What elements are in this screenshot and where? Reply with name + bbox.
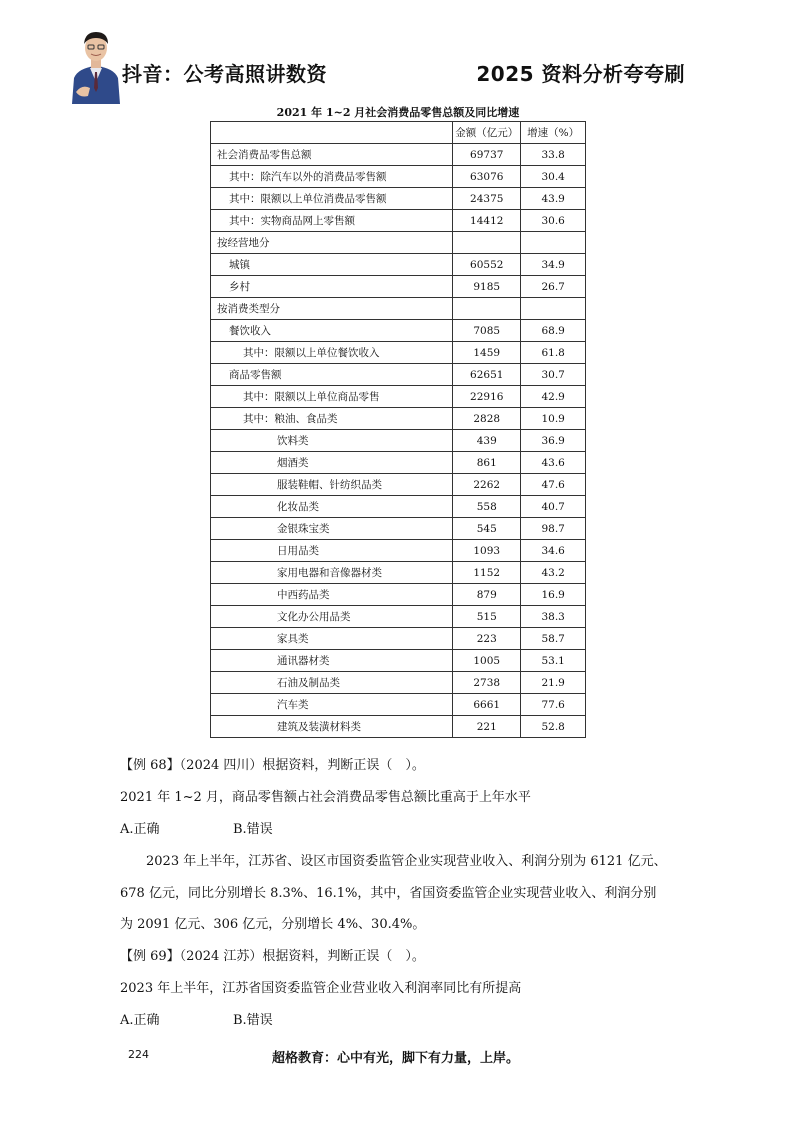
passage-line-3: 为 2091 亿元、306 亿元，分别增长 4%、30.4%。 (120, 917, 426, 932)
table-row (211, 518, 586, 540)
table-row (211, 496, 586, 518)
row-label: 文化办公用品类 (211, 606, 453, 628)
row-amount: 2262 (453, 474, 521, 496)
row-label: 家用电器和音像器材类 (211, 562, 453, 584)
row-growth: 61.8 (521, 342, 586, 364)
row-growth: 47.6 (521, 474, 586, 496)
row-label: 建筑及装潢材料类 (211, 716, 453, 738)
footer-slogan: 超格教育：心中有光，脚下有力量，上岸。 (272, 1051, 520, 1066)
q69-option-a: A.正确 (120, 1013, 160, 1028)
row-growth: 33.8 (521, 144, 586, 166)
row-growth: 68.9 (521, 320, 586, 342)
table-row (211, 606, 586, 628)
row-label: 社会消费品零售总额 (211, 144, 453, 166)
row-label: 商品零售额 (211, 364, 453, 386)
row-growth: 53.1 (521, 650, 586, 672)
presenter-photo (68, 22, 124, 104)
row-growth: 98.7 (521, 518, 586, 540)
row-label: 按消费类型分 (211, 298, 453, 320)
q68-option-a: A.正确 (120, 822, 160, 837)
row-amount: 558 (453, 496, 521, 518)
row-growth: 52.8 (521, 716, 586, 738)
q68-option-b: B.错误 (233, 822, 273, 837)
table-title: 2021 年 1~2 月社会消费品零售总额及同比增速 (276, 106, 520, 119)
row-label: 金银珠宝类 (211, 518, 453, 540)
row-amount: 515 (453, 606, 521, 628)
row-amount: 7085 (453, 320, 521, 342)
row-growth: 30.6 (521, 210, 586, 232)
row-growth: 21.9 (521, 672, 586, 694)
row-growth: 26.7 (521, 276, 586, 298)
page-header (0, 0, 800, 110)
row-amount: 1459 (453, 342, 521, 364)
table-row (211, 320, 586, 342)
table-row (211, 628, 586, 650)
row-label: 石油及制品类 (211, 672, 453, 694)
q68-statement: 2021 年 1~2 月，商品零售额占社会消费品零售总额比重高于上年水平 (120, 790, 531, 805)
row-amount: 69737 (453, 144, 521, 166)
header-blank-cell (211, 122, 453, 144)
row-label: 按经营地分 (211, 232, 453, 254)
row-label: 汽车类 (211, 694, 453, 716)
table-row (211, 342, 586, 364)
row-growth: 43.6 (521, 452, 586, 474)
row-growth (521, 298, 586, 320)
table-row (211, 276, 586, 298)
passage-line-1: 2023 年上半年，江苏省、设区市国资委监管企业实现营业收入、利润分别为 6121 亿元、 (146, 854, 667, 869)
row-label: 其中：限额以上单位消费品零售额 (211, 188, 453, 210)
row-amount: 861 (453, 452, 521, 474)
row-amount: 221 (453, 716, 521, 738)
row-amount: 439 (453, 430, 521, 452)
passage-line-2: 678 亿元，同比分别增长 8.3%、16.1%，其中，省国资委监管企业实现营业收入、利润分别 (120, 886, 657, 901)
q69-option-b: B.错误 (233, 1013, 273, 1028)
row-label: 乡村 (211, 276, 453, 298)
table-header-row (211, 122, 586, 144)
row-label: 城镇 (211, 254, 453, 276)
row-amount: 6661 (453, 694, 521, 716)
row-amount: 22916 (453, 386, 521, 408)
row-growth: 36.9 (521, 430, 586, 452)
row-amount: 545 (453, 518, 521, 540)
row-label: 中西药品类 (211, 584, 453, 606)
table-row (211, 430, 586, 452)
table-row (211, 166, 586, 188)
row-amount: 2828 (453, 408, 521, 430)
row-growth: 58.7 (521, 628, 586, 650)
page-number: 224 (128, 1048, 149, 1061)
row-label: 其中：限额以上单位餐饮收入 (211, 342, 453, 364)
row-growth: 38.3 (521, 606, 586, 628)
row-amount: 14412 (453, 210, 521, 232)
q69-statement: 2023 年上半年，江苏省国资委监管企业营业收入利润率同比有所提高 (120, 981, 522, 996)
header-book-title: 2025 资料分析夸夸刷 (476, 62, 685, 86)
header-growth: 增速（%） (521, 122, 586, 144)
row-amount: 223 (453, 628, 521, 650)
row-label: 饮料类 (211, 430, 453, 452)
row-growth: 16.9 (521, 584, 586, 606)
table-row (211, 364, 586, 386)
q68-stem: 【例 68】（2024 四川）根据资料，判断正误（ ）。 (120, 758, 425, 773)
row-amount: 2738 (453, 672, 521, 694)
q69-stem: 【例 69】（2024 江苏）根据资料，判断正误（ ）。 (120, 949, 425, 964)
row-label: 服装鞋帽、针纺织品类 (211, 474, 453, 496)
retail-sales-table (210, 121, 586, 738)
table-row (211, 210, 586, 232)
row-label: 其中：实物商品网上零售额 (211, 210, 453, 232)
row-growth: 40.7 (521, 496, 586, 518)
row-label: 餐饮收入 (211, 320, 453, 342)
row-label: 其中：除汽车以外的消费品零售额 (211, 166, 453, 188)
header-channel-title: 抖音：公考高照讲数资 (122, 62, 327, 86)
table-row (211, 716, 586, 738)
row-growth: 10.9 (521, 408, 586, 430)
row-label: 化妆品类 (211, 496, 453, 518)
row-label: 其中：粮油、食品类 (211, 408, 453, 430)
row-amount: 1152 (453, 562, 521, 584)
table-row (211, 452, 586, 474)
row-amount (453, 232, 521, 254)
row-label: 通讯器材类 (211, 650, 453, 672)
row-growth: 77.6 (521, 694, 586, 716)
row-label: 家具类 (211, 628, 453, 650)
row-amount: 60552 (453, 254, 521, 276)
table-row (211, 584, 586, 606)
row-amount: 24375 (453, 188, 521, 210)
row-amount (453, 298, 521, 320)
row-growth: 43.2 (521, 562, 586, 584)
row-label: 日用品类 (211, 540, 453, 562)
row-growth: 34.9 (521, 254, 586, 276)
table-row (211, 386, 586, 408)
table-row (211, 188, 586, 210)
table-row (211, 694, 586, 716)
table-row (211, 254, 586, 276)
header-amount: 金额（亿元） (453, 122, 521, 144)
row-growth: 30.7 (521, 364, 586, 386)
table-row (211, 562, 586, 584)
table-row (211, 232, 586, 254)
table-row (211, 408, 586, 430)
row-label: 烟酒类 (211, 452, 453, 474)
row-growth: 43.9 (521, 188, 586, 210)
row-amount: 63076 (453, 166, 521, 188)
row-amount: 62651 (453, 364, 521, 386)
row-amount: 1093 (453, 540, 521, 562)
table-row (211, 298, 586, 320)
table-row (211, 540, 586, 562)
table-row (211, 650, 586, 672)
row-growth: 42.9 (521, 386, 586, 408)
row-amount: 9185 (453, 276, 521, 298)
row-label: 其中：限额以上单位商品零售 (211, 386, 453, 408)
row-growth: 34.6 (521, 540, 586, 562)
row-growth (521, 232, 586, 254)
table-row (211, 144, 586, 166)
table-row (211, 474, 586, 496)
row-growth: 30.4 (521, 166, 586, 188)
row-amount: 1005 (453, 650, 521, 672)
table-row (211, 672, 586, 694)
row-amount: 879 (453, 584, 521, 606)
